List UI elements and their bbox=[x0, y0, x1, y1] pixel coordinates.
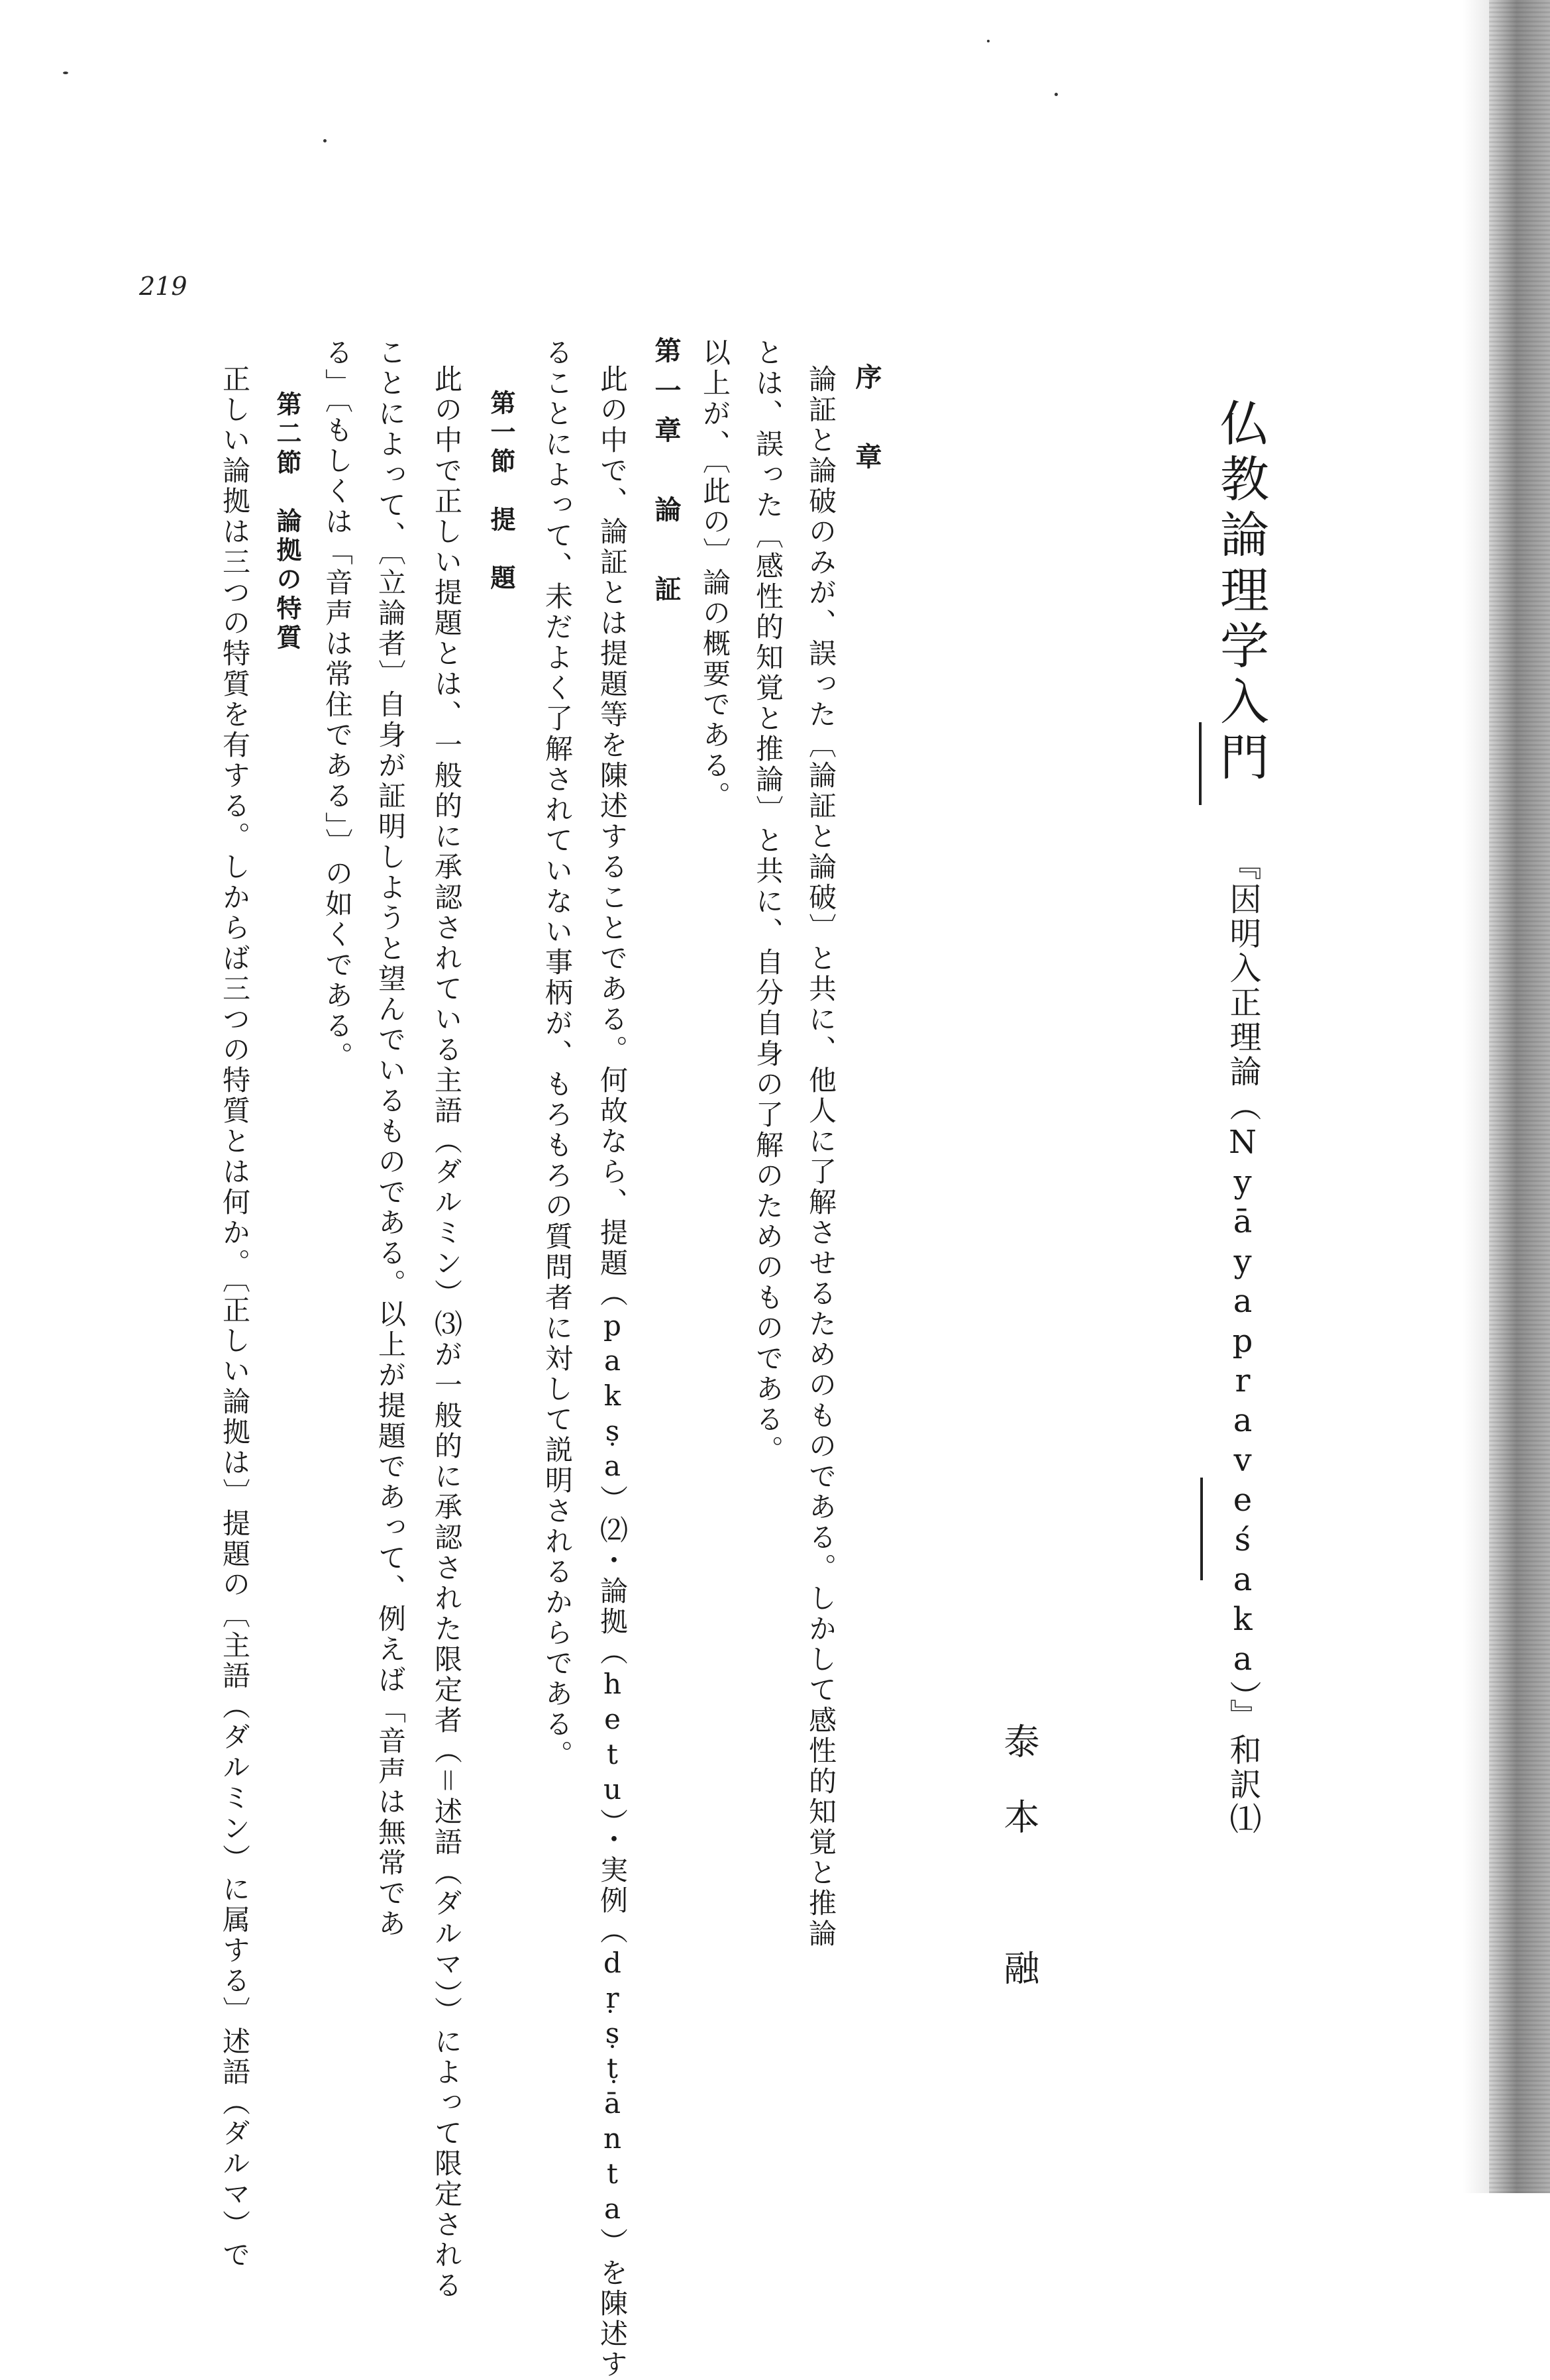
page-number: 219 bbox=[139, 272, 187, 301]
section1-line-2: ことによって、〔立論者〕自身が証明しようと望んでいるものである。以上が提題であって、例えば「音声は無常であ bbox=[374, 338, 407, 1939]
scan-edge-gradient bbox=[1463, 0, 1489, 2193]
section2-line-1: 正しい論拠は三つの特質を有する。しからば三つの特質とは何か。〔正しい論拠は〕提題の〔主語（ダルミン）に属する〕述語（ダルマ）で bbox=[219, 364, 251, 2271]
chapter1-line-1: 此の中で、論証とは提題等を陳述することである。何故なら、提題（pakṣa）⑵・論拠（hetu）・実例（dṛṣṭānta）を陳述す bbox=[596, 364, 629, 2380]
section2-heading: 第二節 論拠の特質 bbox=[272, 391, 302, 653]
document-title: 仏教論理学入門 bbox=[1212, 398, 1269, 787]
section1-heading: 第一節 提 題 bbox=[486, 390, 516, 594]
preface-heading: 序 章 bbox=[851, 363, 882, 482]
scan-speck bbox=[1055, 93, 1058, 96]
scan-speck bbox=[63, 72, 68, 74]
preface-line-2: とは、誤った〔感性的知覚と推論〕と共に、自分自身の了解のためのものである。 bbox=[752, 338, 784, 1466]
chapter1-line-2: ることによって、未だよく了解されていない事柄が、もろもろの質問者に対して説明されるからである。 bbox=[541, 338, 574, 1770]
scan-edge-shadow bbox=[1489, 0, 1550, 2193]
scan-speck bbox=[323, 139, 327, 142]
section1-line-3: る」〔もしくは「音声は常住である」〕の如くである。 bbox=[321, 338, 354, 1072]
title-dash bbox=[1199, 722, 1202, 805]
section1-line-1: 此の中で正しい提題とは、一般的に承認されている主語（ダルミン）⑶が一般的に承認された限定者（＝述語（ダルマ））によって限定される bbox=[431, 364, 463, 2301]
author-name: 泰本 融 bbox=[998, 1723, 1040, 2025]
chapter1-heading: 第一章 論 証 bbox=[650, 337, 682, 615]
document-subtitle: 『因明入正理論（Nyāyapraveśaka）』和訳⑴ bbox=[1224, 848, 1261, 1837]
preface-line-1: 論証と論破のみが、誤った〔論証と論破〕と共に、他人に了解させるためのものである。しかして感性的知覚と推論 bbox=[805, 364, 837, 1949]
preface-line-3: 以上が、〔此の〕論の概要である。 bbox=[699, 338, 731, 812]
scan-speck bbox=[987, 40, 990, 42]
title-dash-end bbox=[1200, 1478, 1203, 1580]
